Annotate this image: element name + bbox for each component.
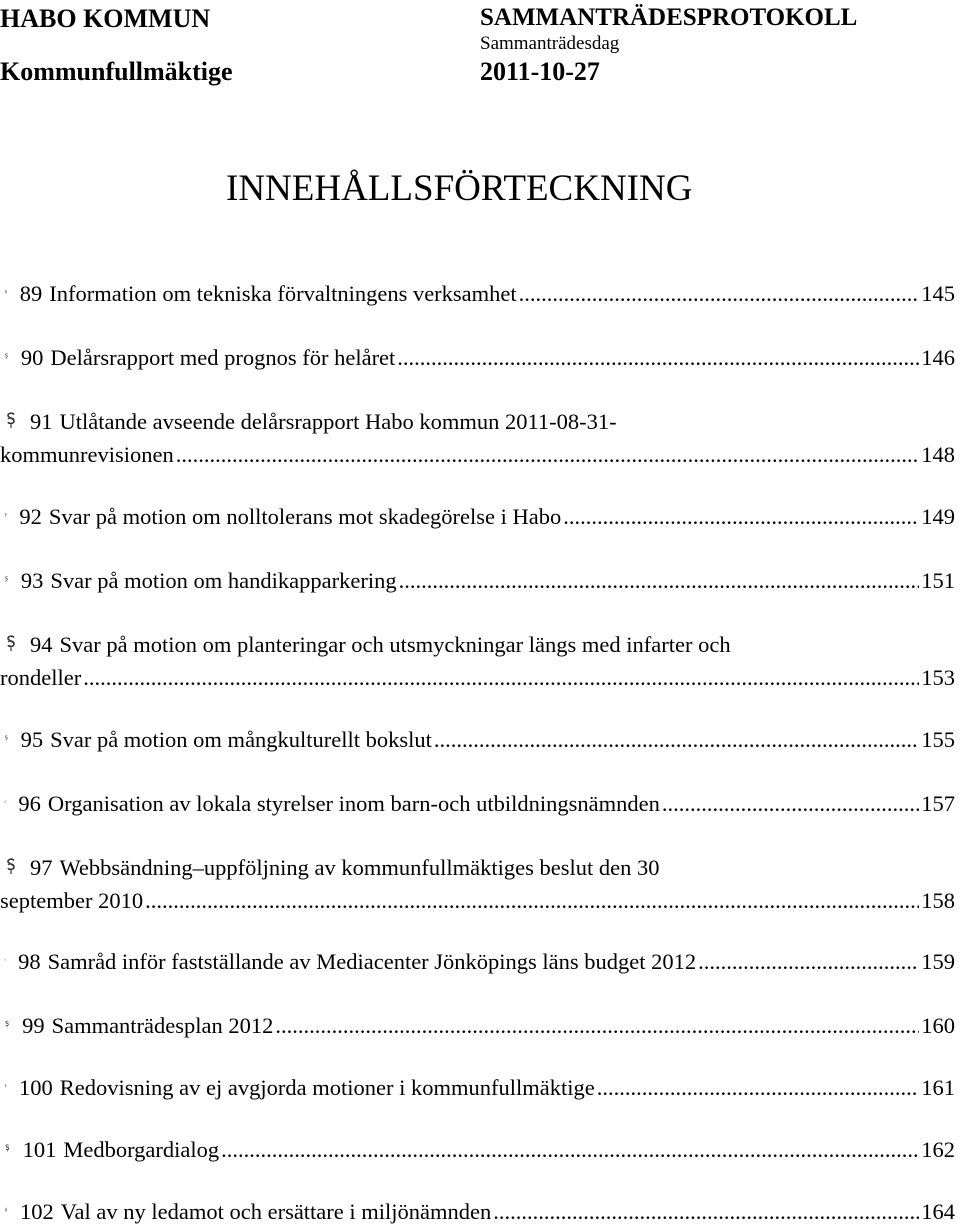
- meeting-date: 2011-10-27: [480, 57, 600, 86]
- toc-entry-number: 102: [20, 1199, 54, 1224]
- toc-entry-title: Delårsrapport med prognos för helåret: [50, 345, 396, 370]
- toc-leader-dots: [434, 723, 919, 756]
- toc-leader-dots: [397, 341, 919, 374]
- toc-leader-dots: [83, 661, 919, 694]
- section-bullet-icon: [4, 283, 8, 301]
- toc-entry-number: 91: [30, 409, 53, 434]
- toc-entry-number: 92: [19, 504, 42, 529]
- toc-leader-dots: [698, 945, 919, 978]
- toc-entry[interactable]: [0, 341, 955, 374]
- toc-entry-title: Organisation av lokala styrelser inom barn-och utbildningsnämnden: [47, 791, 660, 816]
- toc-entry-line: [0, 500, 955, 533]
- page-title: INNEHÅLLSFÖRTECKNING: [226, 168, 693, 209]
- toc-entry-number: 96: [18, 791, 41, 816]
- toc-entry-page: 155: [921, 727, 955, 752]
- toc-entry-line: [0, 628, 955, 661]
- toc-entry-continuation-line: [0, 884, 955, 917]
- section-bullet-icon: [4, 1077, 7, 1095]
- toc-entry-page: 153: [921, 665, 955, 690]
- toc-entry[interactable]: [0, 405, 955, 471]
- organization-name: HABO KOMMUN: [0, 4, 211, 33]
- toc-entry-line: [0, 1195, 955, 1228]
- toc-leader-dots: [176, 438, 920, 471]
- toc-entry-title: Svar på motion om planteringar och utsmyckningar längs med infarter och: [59, 632, 731, 657]
- toc-entry[interactable]: [0, 500, 955, 533]
- toc-entry-title: Svar på motion om mångkulturellt bokslut: [50, 727, 432, 752]
- toc-entry-number: 95: [20, 727, 44, 752]
- toc-entry-title: Utlåtande avseende delårsrapport Habo kommun 2011-08-31-: [59, 409, 617, 434]
- toc-entry-page: 157: [921, 791, 955, 816]
- toc-entry-page: 161: [921, 1075, 955, 1100]
- toc-entry[interactable]: [0, 723, 955, 756]
- toc-entry[interactable]: [0, 1071, 955, 1104]
- toc-leader-dots: [399, 564, 920, 597]
- toc-entry-line: [0, 1071, 955, 1104]
- toc-entry-line: [0, 341, 955, 374]
- toc-leader-dots: [145, 884, 919, 917]
- toc-entry-line: [0, 945, 955, 978]
- toc-entry-page: 159: [921, 949, 955, 974]
- section-bullet-icon: [4, 1139, 11, 1157]
- toc-entry-page: 164: [921, 1199, 955, 1224]
- section-bullet-icon: [4, 1201, 8, 1219]
- toc-entry-number: 94: [30, 632, 53, 657]
- toc-entry-title: Samråd inför fastställande av Mediacenter Jönköpings läns budget 2012: [47, 949, 697, 974]
- document-header: [0, 0, 960, 90]
- toc-entry-line: [0, 723, 955, 756]
- toc-entry-number: 99: [22, 1013, 45, 1038]
- toc-entry[interactable]: [0, 1009, 955, 1042]
- section-bullet-icon: [4, 634, 18, 652]
- toc-leader-dots: [519, 277, 920, 310]
- toc-entry-page: 148: [921, 442, 955, 467]
- toc-entry[interactable]: [0, 628, 955, 694]
- toc-entry-line: [0, 564, 955, 597]
- section-bullet-icon: [4, 570, 9, 588]
- section-bullet-icon: [4, 1015, 10, 1033]
- toc-leader-dots: [597, 1071, 920, 1104]
- toc-entry-number: 98: [18, 949, 41, 974]
- toc-entry[interactable]: [0, 277, 955, 310]
- toc-entry[interactable]: [0, 851, 955, 917]
- toc-entry-number: 100: [19, 1075, 53, 1100]
- toc-entry-number: 101: [22, 1137, 57, 1162]
- toc-entry[interactable]: [0, 1133, 955, 1166]
- toc-entry-page: 160: [921, 1013, 955, 1038]
- toc-entry-title: Val av ny ledamot och ersättare i miljönämnden: [60, 1199, 492, 1224]
- toc-entry[interactable]: [0, 1195, 955, 1228]
- toc-entry-title-continuation: rondeller: [0, 665, 82, 690]
- toc-entry-line: [0, 405, 955, 438]
- toc-entry-page: 149: [921, 504, 955, 529]
- toc-leader-dots: [563, 500, 919, 533]
- document-type: SAMMANTRÄDESPROTOKOLL: [480, 4, 858, 31]
- toc-entry-continuation-line: [0, 661, 955, 694]
- toc-entry-page: 158: [921, 888, 955, 913]
- toc-leader-dots: [493, 1195, 919, 1228]
- toc-entry-title: Webbsändning–uppföljning av kommunfullmäktiges beslut den 30: [59, 855, 660, 880]
- toc-entry-line: [0, 851, 955, 884]
- toc-entry-line: [0, 277, 955, 310]
- assembly-name: Kommunfullmäktige: [0, 57, 233, 86]
- section-bullet-icon: [4, 793, 6, 811]
- toc-entry[interactable]: [0, 787, 955, 820]
- toc-leader-dots: [275, 1009, 919, 1042]
- toc-entry-number: 90: [20, 345, 44, 370]
- section-bullet-icon: [4, 729, 9, 747]
- toc-entry-line: [0, 1133, 955, 1166]
- toc-entry-title-continuation: kommunrevisionen: [0, 442, 174, 467]
- toc-entry-line: [0, 1009, 955, 1042]
- toc-entry-title: Sammanträdesplan 2012: [51, 1013, 274, 1038]
- section-bullet-icon: [4, 411, 18, 429]
- section-bullet-icon: [4, 506, 7, 524]
- meeting-date-label: Sammanträdesdag: [480, 33, 620, 54]
- toc-entry-page: 151: [921, 568, 955, 593]
- toc-entry-page: 162: [921, 1137, 955, 1162]
- toc-entry-page: 145: [921, 281, 955, 306]
- toc-entry-title: Medborgardialog: [63, 1137, 220, 1162]
- toc-entry-page: 146: [921, 345, 955, 370]
- toc-leader-dots: [221, 1133, 919, 1166]
- toc-entry-number: 93: [20, 568, 44, 593]
- toc-entry[interactable]: [0, 564, 955, 597]
- toc-entry[interactable]: [0, 945, 955, 978]
- toc-entry-line: [0, 787, 955, 820]
- toc-entry-title: Redovisning av ej avgjorda motioner i kommunfullmäktige: [59, 1075, 595, 1100]
- toc-entry-continuation-line: [0, 438, 955, 471]
- section-bullet-icon: [4, 347, 9, 365]
- toc-leader-dots: [662, 787, 919, 820]
- toc-entry-number: 89: [19, 281, 43, 306]
- toc-entry-title: Svar på motion om handikapparkering: [50, 568, 397, 593]
- toc-entry-title: Svar på motion om nolltolerans mot skadegörelse i Habo: [48, 504, 562, 529]
- toc-entry-title: Information om tekniska förvaltningens verksamhet: [49, 281, 517, 306]
- section-bullet-icon: [4, 951, 6, 969]
- toc-entry-title-continuation: september 2010: [0, 888, 144, 913]
- section-bullet-icon: [4, 857, 18, 875]
- toc-entry-number: 97: [30, 855, 53, 880]
